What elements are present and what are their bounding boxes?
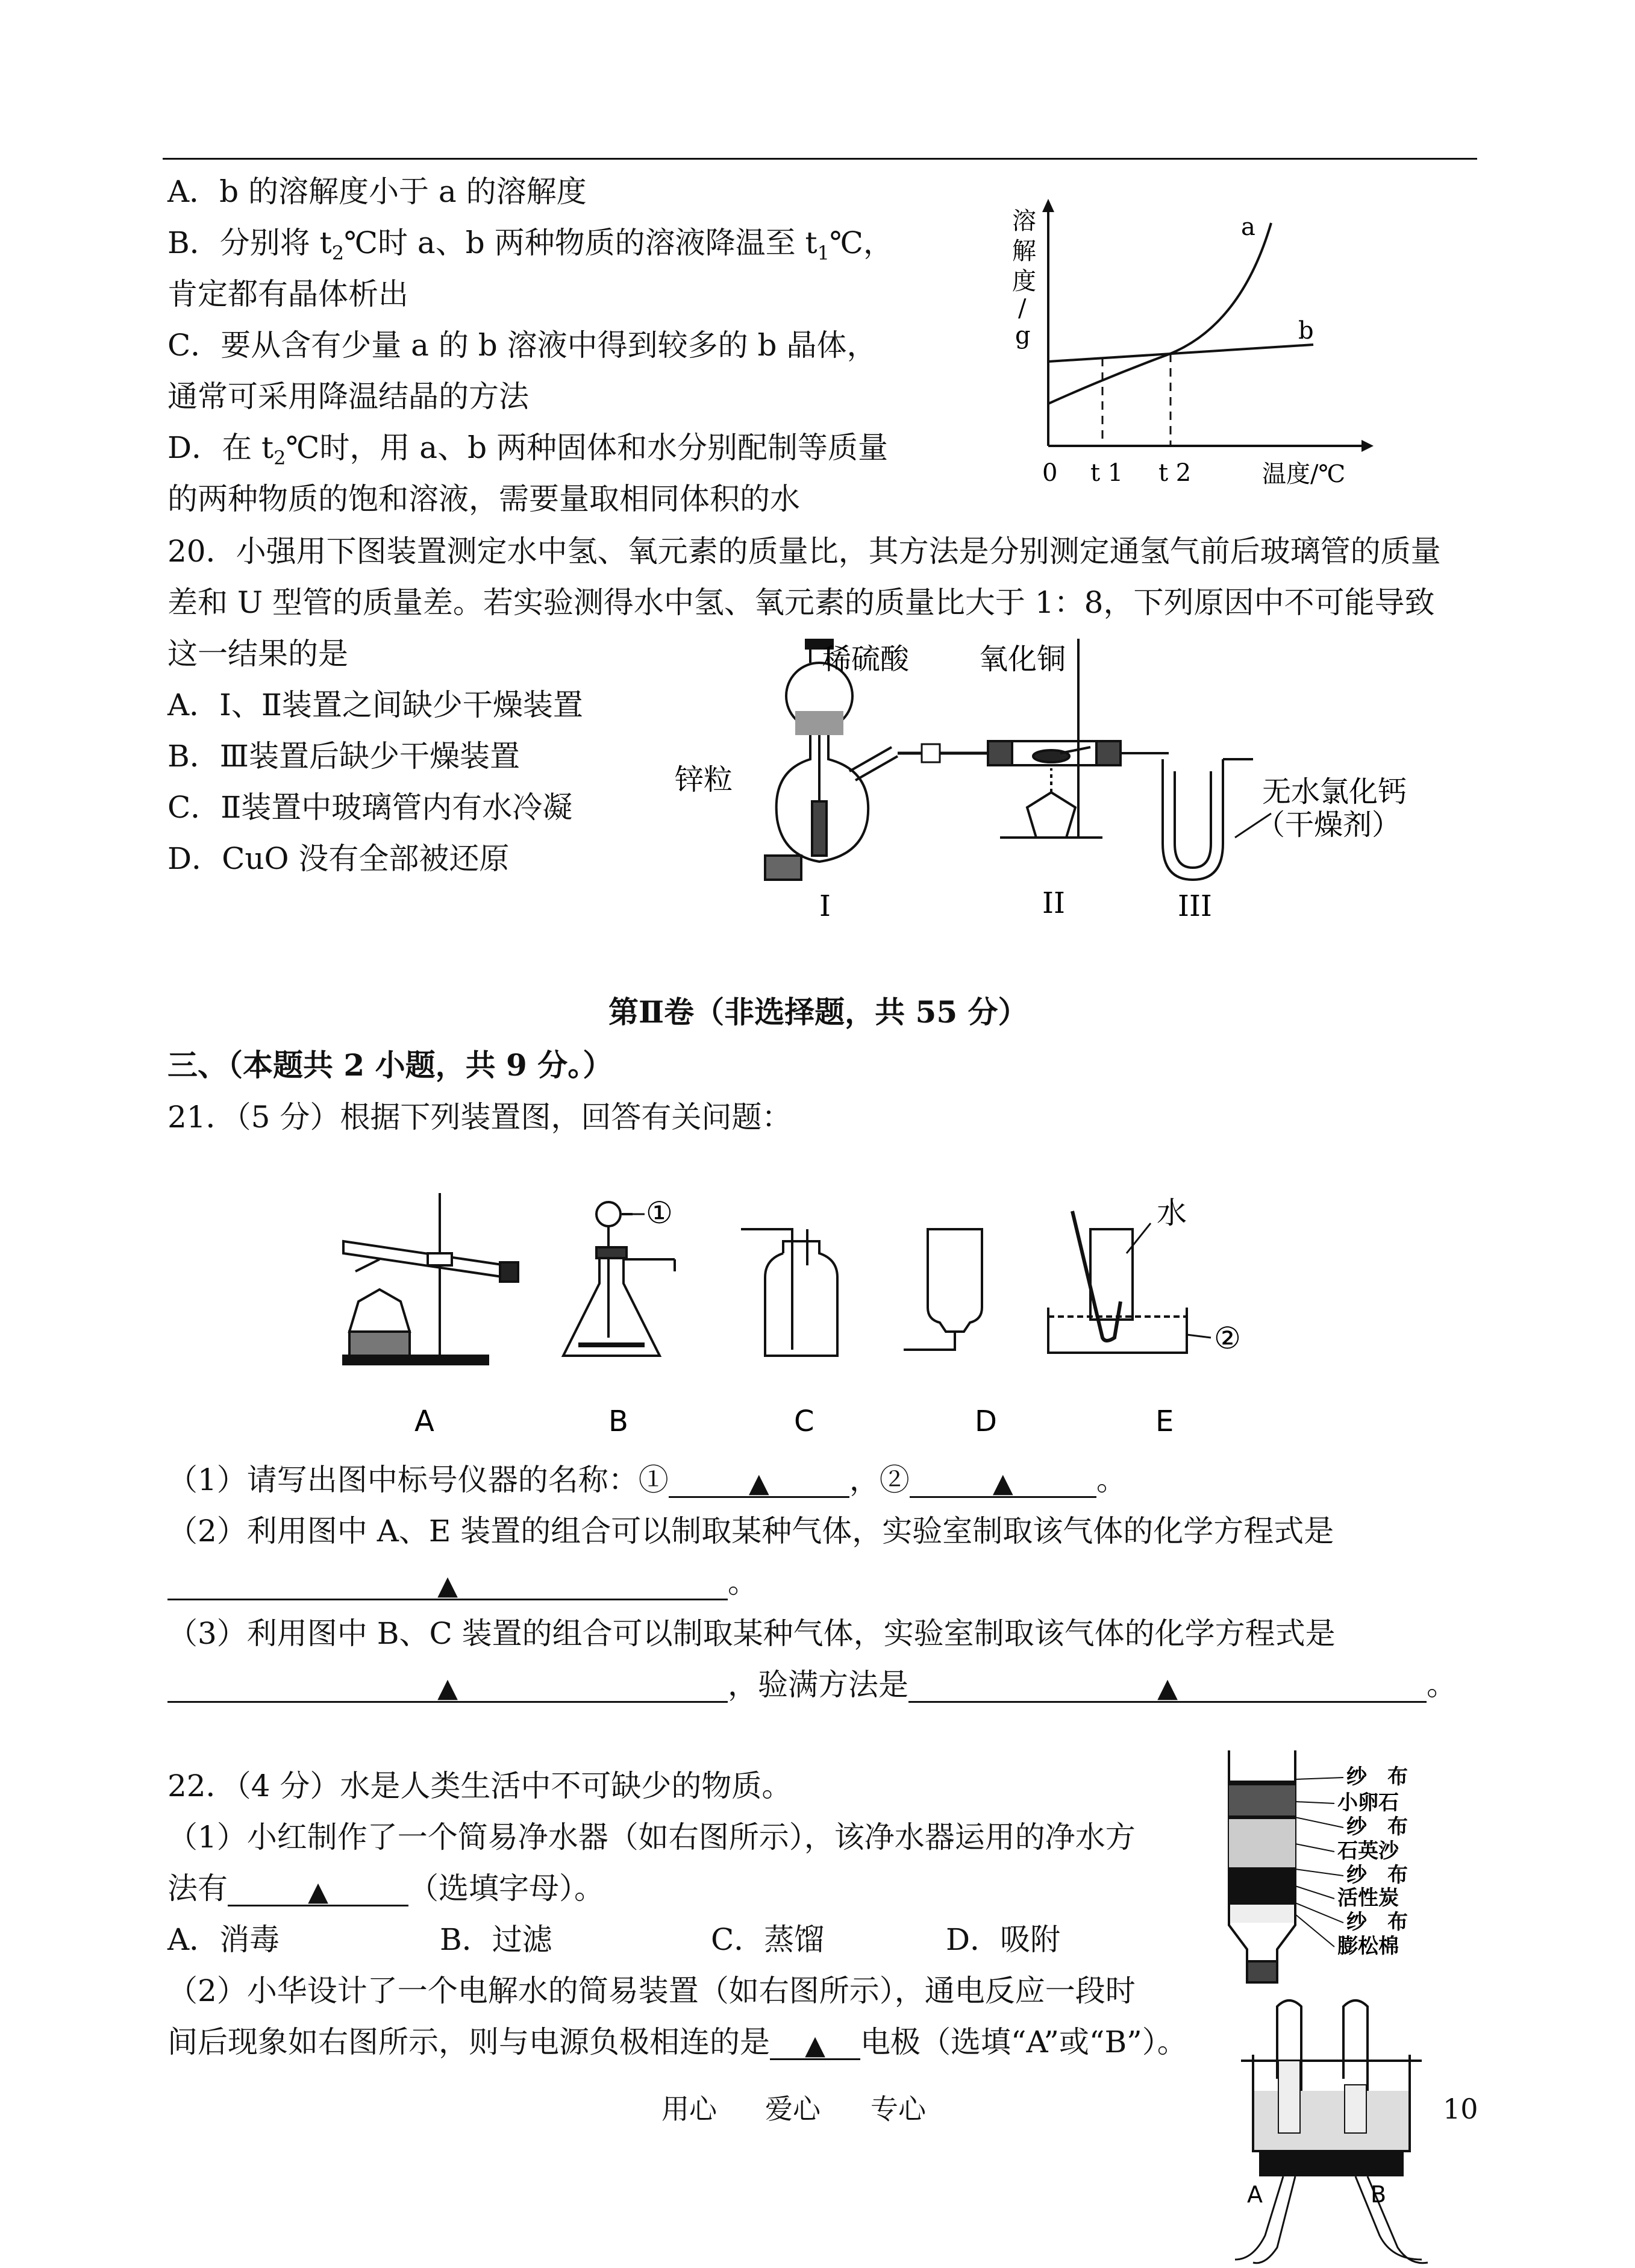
- solubility-chart: [988, 199, 1374, 500]
- ylabel-0: 溶: [1012, 207, 1036, 235]
- q22-option-b: B．过滤: [440, 1922, 552, 1957]
- tube-a-liquid: [1278, 2061, 1300, 2133]
- q19-option-a: A．b 的溶解度小于 a 的溶解度: [167, 174, 587, 209]
- layer-label-6: 纱 布: [1346, 1910, 1408, 1934]
- q20-option-d: D．CuO 没有全部被还原: [167, 841, 510, 876]
- label-copper-oxide: 氧化铜: [979, 642, 1066, 676]
- section-title: 第Ⅱ卷（非选择题，共 55 分）: [608, 994, 1028, 1030]
- label-a: A: [414, 1405, 434, 1438]
- q20-option-b: B．Ⅲ装置后缺少干燥装置: [167, 739, 520, 774]
- activated-carbon-layer: [1229, 1871, 1295, 1901]
- apparatus-d: [904, 1229, 982, 1350]
- apparatus-e: [1048, 1211, 1187, 1353]
- label-c: C: [794, 1405, 814, 1438]
- ylabel-2: 度: [1012, 268, 1036, 295]
- tick-t1: t 1: [1090, 459, 1124, 487]
- u-tube: [1121, 753, 1253, 880]
- label-b: B: [608, 1405, 628, 1438]
- label-e: E: [1155, 1405, 1174, 1438]
- q19-option-b-line2: 肯定都有晶体析出: [167, 277, 408, 312]
- label-zinc-granules: 锌粒: [675, 763, 733, 797]
- q20-option-a: A．Ⅰ、Ⅱ装置之间缺少干燥装置: [167, 688, 583, 722]
- base: [1259, 2152, 1404, 2176]
- layer-label-0: 纱 布: [1346, 1765, 1408, 1789]
- answer-blank-4[interactable]: ▲: [167, 1668, 728, 1703]
- ylabel-1: 解: [1012, 237, 1036, 265]
- q22-part1-line1: （1）小红制作了一个简易净水器（如右图所示），该净水器运用的净水方: [167, 1820, 1136, 1855]
- ylabel-4: g: [1015, 322, 1031, 349]
- wire-b: [1355, 2176, 1428, 2263]
- gauze-1: [1229, 1781, 1295, 1785]
- q22-stem: 22．（4 分）水是人类生活中不可缺少的物质。: [167, 1768, 792, 1803]
- electrolysis-diagram: [1229, 1994, 1446, 2268]
- water-filter-diagram: [1211, 1744, 1464, 1985]
- q22-part2-line1: （2）小华设计了一个电解水的简易装置（如右图所示），通电反应一段时: [167, 1973, 1136, 2008]
- layer-label-4: 纱 布: [1346, 1863, 1408, 1887]
- answer-blank-6[interactable]: ▲: [228, 1872, 408, 1906]
- q22-option-d: D．吸附: [946, 1922, 1061, 1957]
- part3-heading: 三、（本题共 2 小题，共 9 分。）: [167, 1047, 613, 1083]
- label-i: I: [819, 889, 831, 923]
- x-axis-label: 温度/℃: [1262, 460, 1346, 488]
- q21-part3-line2: ▲ ，验满方法是 ▲ 。: [167, 1667, 1457, 1703]
- layer-label-1: 小卵石: [1337, 1791, 1399, 1815]
- pebble-layer: [1229, 1785, 1295, 1815]
- cotton-layer: [1231, 1905, 1293, 1923]
- q19-option-c-line1: C．要从含有少量 a 的 b 溶液中得到较多的 b 晶体，: [167, 328, 877, 363]
- layer-label-7: 膨松棉: [1337, 1934, 1399, 1958]
- gauze-4: [1229, 1901, 1295, 1905]
- wire-a: [1235, 2176, 1295, 2263]
- answer-blank-2[interactable]: ▲: [910, 1464, 1096, 1498]
- apparatus-a: [343, 1193, 518, 1364]
- q20-stem-line1: 20．小强用下图装置测定水中氢、氧元素的质量比，其方法是分别测定通氢气前后玻璃管的质量: [167, 534, 1441, 569]
- x-axis-arrow: [1361, 440, 1374, 452]
- q19-option-b-line1: B．分别将 $t_2℃$时 a、b 两种物质的溶液降温至 $t_1℃$，: [167, 225, 893, 265]
- label-water: 水: [1157, 1195, 1187, 1230]
- curve-b: [1048, 345, 1313, 362]
- electrode-a-label: A: [1247, 2181, 1263, 2208]
- label-dilute-sulfuric-acid: 稀硫酸: [822, 642, 910, 676]
- hydrogen-reduction-apparatus: [675, 639, 1458, 940]
- header-rule: [163, 158, 1477, 160]
- q22-part2-line2: 间后现象如右图所示，则与电源负极相连的是 ▲ 电极（选填“A”或“B”）。: [167, 2025, 1187, 2061]
- footer-motto-2: 爱心: [765, 2093, 821, 2125]
- apparatus-c: [741, 1229, 837, 1356]
- q20-option-c: C．Ⅱ装置中玻璃管内有水冷凝: [167, 790, 573, 825]
- q21-part2-line1: （2）利用图中 A、E 装置的组合可以制取某种气体，实验室制取该气体的化学方程式是: [167, 1514, 1334, 1549]
- layer-label-3: 石英沙: [1337, 1839, 1399, 1863]
- mark-1: ①: [646, 1195, 673, 1230]
- layer-label-5: 活性炭: [1337, 1886, 1399, 1910]
- layer-label-2: 纱 布: [1346, 1815, 1408, 1839]
- y-axis-arrow: [1042, 199, 1054, 212]
- answer-blank-5[interactable]: ▲: [908, 1668, 1427, 1703]
- q21-part2-line2: ▲ 。: [167, 1564, 758, 1600]
- label-iii: III: [1178, 889, 1212, 923]
- answer-blank-7[interactable]: ▲: [770, 2026, 860, 2060]
- series-label-a: a: [1241, 213, 1255, 241]
- q19-option-d-line2: 的两种物质的饱和溶液，需要量取相同体积的水: [167, 481, 800, 516]
- origin-label: 0: [1042, 459, 1058, 487]
- q19-option-c-line2: 通常可采用降温结晶的方法: [167, 379, 529, 414]
- q22-option-c: C．蒸馏: [711, 1922, 825, 1957]
- q22-part1-line2: 法有 ▲ （选填字母）。: [167, 1871, 604, 1907]
- mark-2: ②: [1214, 1321, 1241, 1356]
- footer-motto-3: 专心: [871, 2093, 926, 2125]
- answer-blank-1[interactable]: ▲: [669, 1464, 849, 1498]
- trough-pointer: [1187, 1335, 1211, 1338]
- filter-leader-lines: [1295, 1778, 1343, 1947]
- footer-motto-1: 用心: [661, 2093, 717, 2125]
- curve-a: [1048, 223, 1271, 404]
- label-desiccant: （干燥剂）: [1256, 808, 1401, 842]
- q21-part1: （1）请写出图中标号仪器的名称：① ▲ ，② ▲ 。: [167, 1462, 1127, 1499]
- label-d: D: [975, 1405, 997, 1438]
- q20-stem-line3: 这一结果的是: [167, 636, 348, 671]
- water-pointer: [1127, 1223, 1151, 1253]
- series-label-b: b: [1298, 317, 1314, 345]
- q22-option-a: A．消毒: [167, 1922, 280, 1957]
- tick-t2: t 2: [1158, 459, 1192, 487]
- gas-apparatus-figure: [325, 1187, 1374, 1440]
- quartz-sand-layer: [1229, 1819, 1295, 1867]
- label-anhydrous-cacl2: 无水氯化钙: [1262, 775, 1407, 809]
- q19-option-d-line1: D．在 $t_2℃$时，用 a、b 两种固体和水分别配制等质量: [167, 430, 888, 469]
- gauze-2: [1229, 1815, 1295, 1819]
- q20-stem-line2: 差和 U 型管的质量差。若实验测得水中氢、氧元素的质量比大于 1：8，下列原因中不可能导致: [167, 585, 1435, 620]
- label-ii: II: [1042, 886, 1065, 920]
- q21-part3-line1: （3）利用图中 B、C 装置的组合可以制取某种气体，实验室制取该气体的化学方程式是: [167, 1616, 1336, 1651]
- ylabel-3: /: [1018, 295, 1027, 322]
- answer-blank-3[interactable]: ▲: [167, 1566, 728, 1600]
- tube-b-liquid: [1345, 2085, 1366, 2133]
- stopcock: [922, 744, 940, 762]
- electrode-b-label: B: [1371, 2181, 1387, 2208]
- gauze-3: [1229, 1867, 1295, 1871]
- page-number: 10: [1443, 2093, 1478, 2125]
- electrolyte: [1254, 2091, 1408, 2150]
- q21-stem: 21．（5 分）根据下列装置图，回答有关问题：: [167, 1100, 792, 1135]
